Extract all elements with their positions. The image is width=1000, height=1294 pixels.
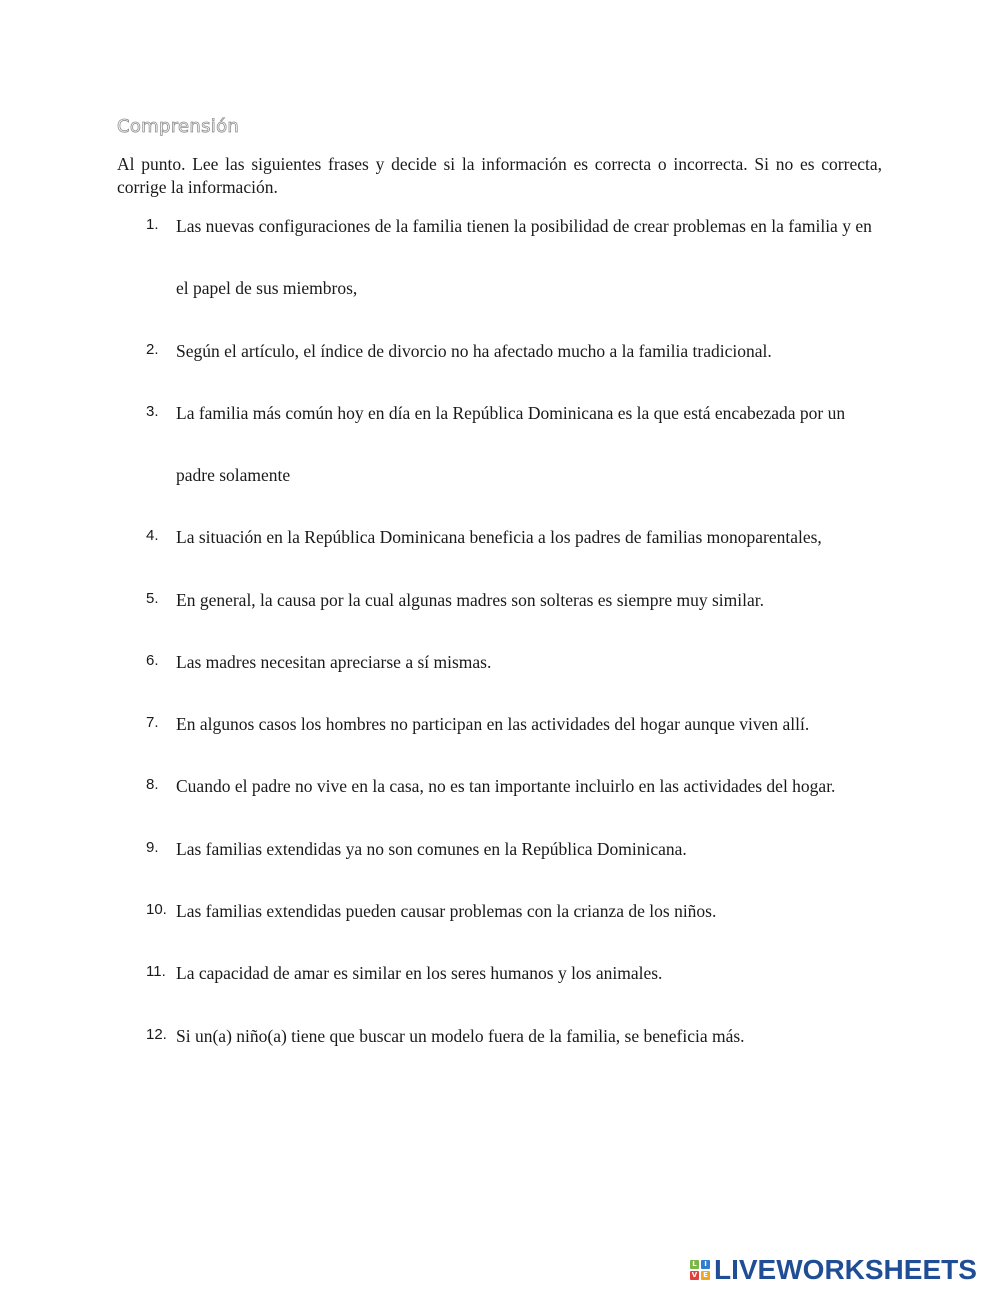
question-number: 3. [146, 403, 159, 420]
question-text: Las familias extendidas pueden causar problemas con la crianza de los niños. [176, 901, 717, 921]
question-number: 5. [146, 590, 159, 607]
question-text: En general, la causa por la cual algunas madres son solteras es siempre muy similar. [176, 590, 765, 610]
logo-tile: V [691, 1271, 698, 1279]
question-text: Según el artículo, el índice de divorcio no ha afectado mucho a la familia tradicional. [176, 341, 772, 361]
question-text: La capacidad de amar es similar en los seres humanos y los animales. [176, 963, 663, 983]
question-number: 4. [146, 527, 159, 544]
question-number: 10. [146, 901, 167, 918]
question-number: 6. [146, 652, 159, 669]
logo-wordmark: LIVEWORKSHEETS [714, 1254, 977, 1285]
question-number: 8. [146, 776, 159, 793]
question-number: 1. [146, 216, 159, 233]
question-text: Cuando el padre no vive en la casa, no es tan importante incluirlo en las actividades del hogar. [176, 776, 836, 796]
question-number: 11. [146, 963, 166, 980]
question-text: Las madres necesitan apreciarse a sí mismas. [176, 652, 492, 672]
question-number: 12. [146, 1026, 167, 1043]
question-number: 9. [146, 839, 159, 856]
liveworksheets-logo[interactable] [690, 1254, 977, 1286]
logo-tile: E [701, 1271, 710, 1280]
logo-tile: L [690, 1260, 699, 1269]
question-number: 7. [146, 714, 159, 731]
question-text: Si un(a) niño(a) tiene que buscar un modelo fuera de la familia, se beneficia más. [176, 1026, 745, 1046]
liveworksheets-tiles-icon [690, 1260, 710, 1280]
question-text: La familia más común hoy en día en la República Dominicana es la que está encabezada por un padre solamente [176, 403, 846, 485]
question-text: En algunos casos los hombres no participan en las actividades del hogar aunque viven allí. [176, 714, 810, 734]
question-text: Las nuevas configuraciones de la familia tienen la posibilidad de crear problemas en la familia y en el papel de sus miembros, [176, 216, 872, 298]
question-text: Las familias extendidas ya no son comunes en la República Dominicana. [176, 839, 687, 859]
question-number: 2. [146, 341, 159, 358]
logo-tile: I [701, 1260, 710, 1269]
section-heading: Comprensión [117, 116, 240, 137]
question-text: La situación en la República Dominicana beneficia a los padres de familias monoparentales, [176, 527, 822, 547]
instructions-paragraph: Al punto. Lee las siguientes frases y decide si la información es correcta o incorrecta. Si no es correcta, corrige la información. [117, 154, 882, 197]
